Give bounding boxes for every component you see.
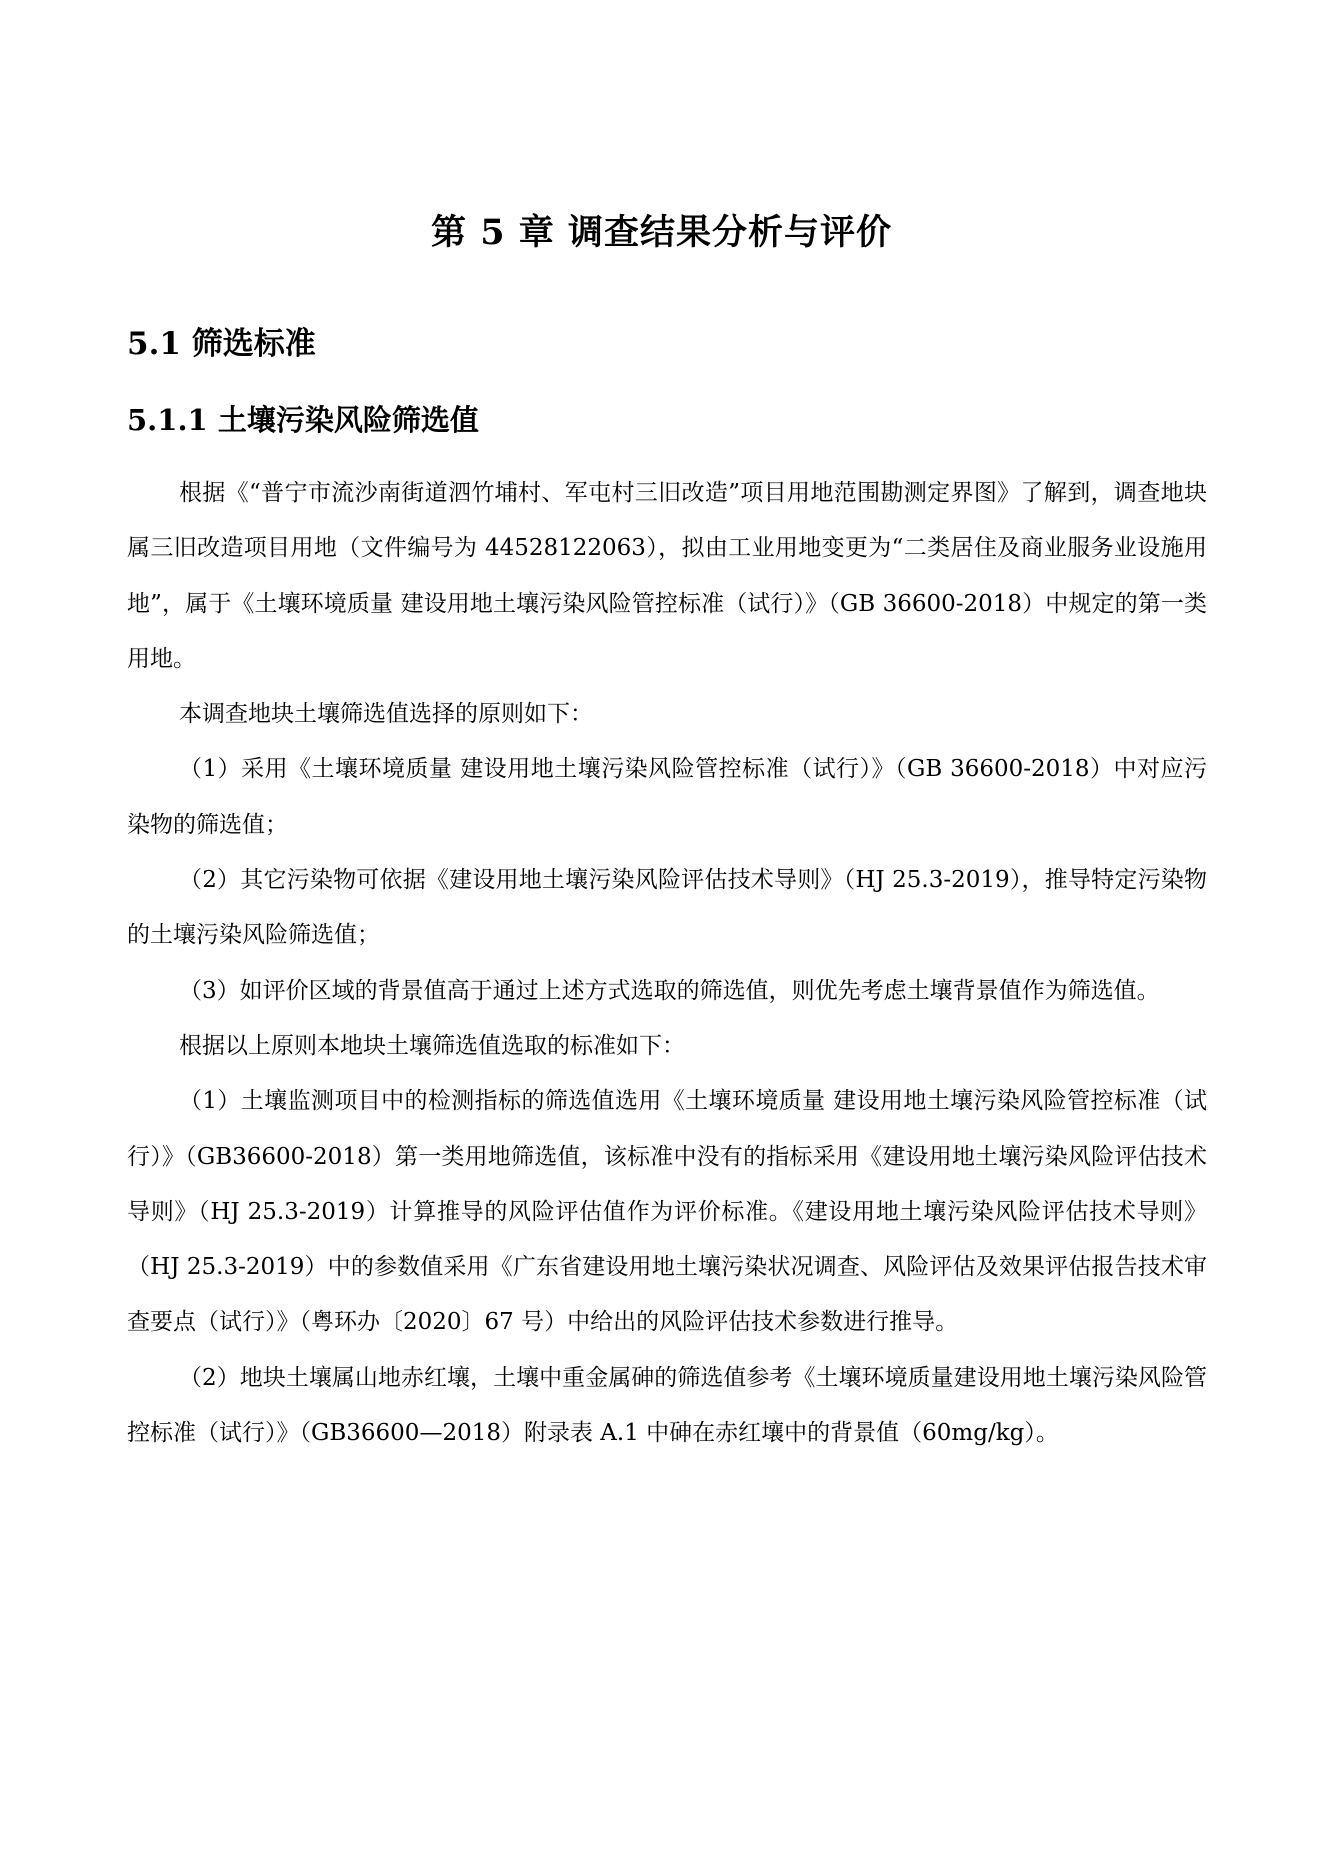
chapter-title: 第 5 章 调查结果分析与评价 [431,212,892,253]
section-heading: 5.1 筛选标准 [127,326,316,362]
paragraph-principles-intro: 本调查地块土壤筛选值选择的原则如下： [179,701,593,728]
paragraph-standards-intro: 根据以上原则本地块土壤筛选值选取的标准如下： [179,1032,685,1059]
paragraph-standard-2: （2）地块土壤属山地赤红壤，土壤中重金属砷的筛选值参考《土壤环境质量建设用地土壤污染风险管控标准（试行）》（GB36600—2018）附录表 A.1 中砷在赤红壤中的背景值（60mg/kg）。 [127,1364,1207,1447]
body-text [127,466,1207,1461]
paragraph-principle-2: （2）其它污染物可依据《建设用地土壤污染风险评估技术导则》（HJ 25.3-2019），推导特定污染物的土壤污染风险筛选值； [127,867,1207,949]
paragraph-principle-1: （1）采用《土壤环境质量 建设用地土壤污染风险管控标准（试行）》（GB 36600-2018）中对应污染物的筛选值； [127,756,1207,838]
paragraph-standard-1: （1）土壤监测项目中的检测指标的筛选值选用《土壤环境质量 建设用地土壤污染风险管控标准（试行）》（GB36600-2018）第一类用地筛选值，该标准中没有的指标采用《建设用地土壤污染风险评估技术导则》（HJ 25.3-2019）计算推导的风险评估值作为评价标准。《建设用地土壤污染风险评估技术导则》（HJ 25.3-2019）中的参数值采用《广东省建设用地土壤污染状况调查、风险评估及效果评估报告技术审查要点（试行）》（粤环办〔2020〕67 号）中给出的风险评估技术参数进行推导。 [127,1088,1207,1336]
subsection-heading: 5.1.1 土壤污染风险筛选值 [127,403,479,437]
paragraph-principle-3: （3）如评价区域的背景值高于通过上述方式选取的筛选值，则优先考虑土壤背景值作为筛选值。 [179,977,1160,1004]
paragraph-site-classification: 根据《“普宁市流沙南街道泗竹埔村、军屯村三旧改造”项目用地范围勘测定界图》了解到，调查地块属三旧改造项目用地（文件编号为 44528122063），拟由工业用地变更为“二类居住及商业服务业设施用地”，属于《土壤环境质量 建设用地土壤污染风险管控标准（试行）》（GB 36600-2018）中规定的第一类用地。 [127,480,1207,672]
